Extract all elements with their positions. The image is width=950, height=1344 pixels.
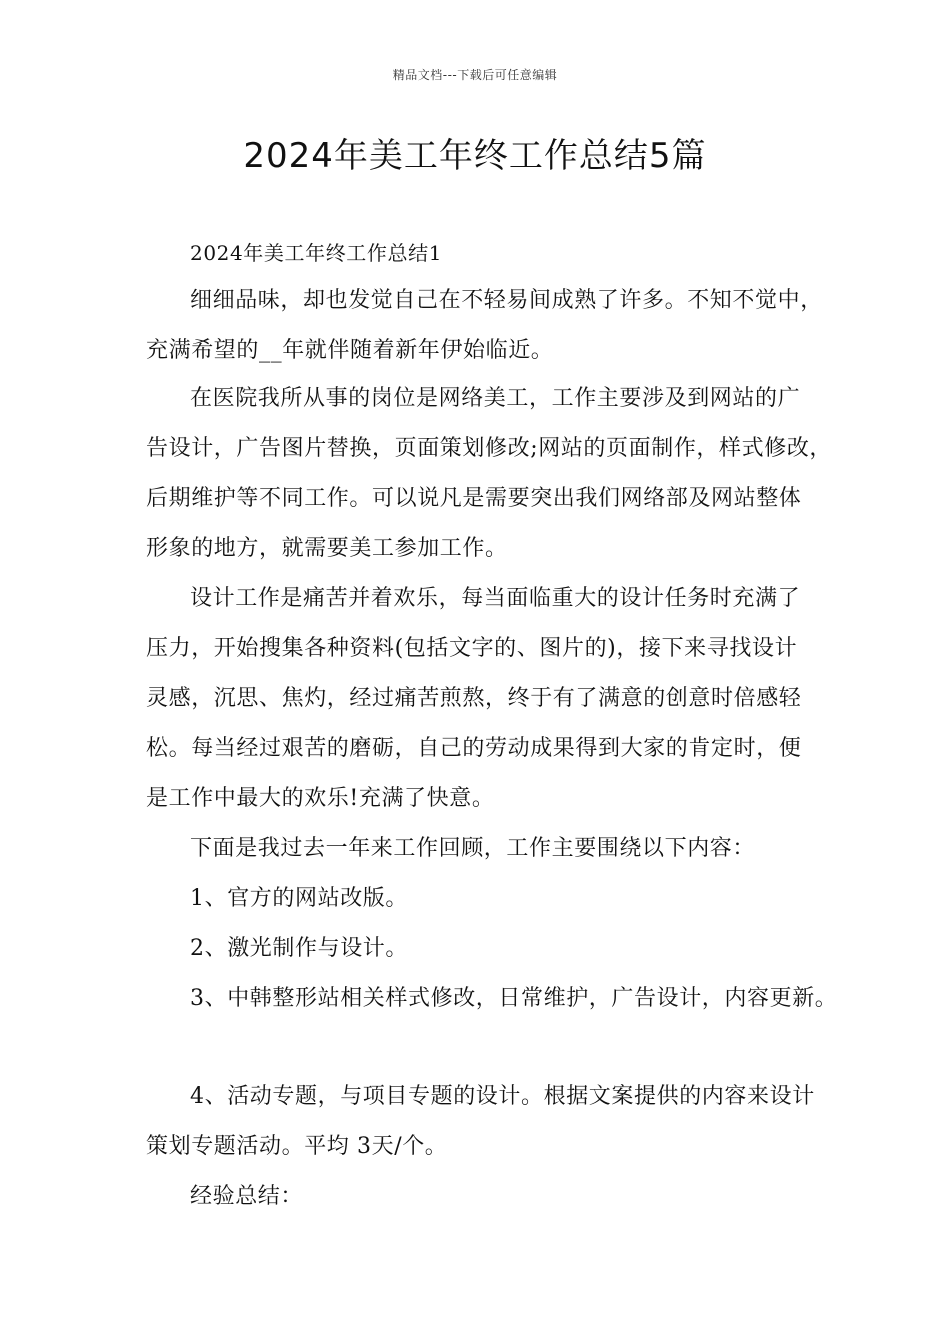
paragraph-line: 细细品味，却也发觉自己在不轻易间成熟了许多。不知不觉中， <box>190 288 823 313</box>
paragraph-line: 在医院我所从事的岗位是网络美工，工作主要涉及到网站的广 <box>190 386 801 411</box>
paragraph-line: 是工作中最大的欢乐!充满了快意。 <box>146 786 495 811</box>
paragraph-line: 松。每当经过艰苦的磨砺，自己的劳动成果得到大家的肯定时，便 <box>146 736 802 761</box>
paragraph-line: 形象的地方，就需要美工参加工作。 <box>146 536 508 561</box>
list-item: 2、激光制作与设计。 <box>190 936 408 961</box>
page-title: 2024年美工年终工作总结5篇 <box>243 136 707 176</box>
paragraph-line: 压力，开始搜集各种资料(包括文字的、图片的)，接下来寻找设计 <box>146 636 798 661</box>
header-note: 精品文档---下载后可任意编辑 <box>392 68 558 82</box>
paragraph-line: 告设计，广告图片替换，页面策划修改;网站的页面制作，样式修改， <box>146 436 833 461</box>
section-heading: 2024年美工年终工作总结1 <box>190 241 443 265</box>
paragraph-line: 充满希望的__年就伴随着新年伊始临近。 <box>146 338 554 363</box>
paragraph-line: 下面是我过去一年来工作回顾，工作主要围绕以下内容： <box>190 836 756 861</box>
paragraph-line: 设计工作是痛苦并着欢乐，每当面临重大的设计任务时充满了 <box>190 586 801 611</box>
list-item: 4、活动专题，与项目专题的设计。根据文案提供的内容来设计 <box>190 1084 815 1109</box>
subheading: 经验总结： <box>190 1184 304 1209</box>
list-item: 3、中韩整形站相关样式修改，日常维护，广告设计，内容更新。 <box>190 986 838 1011</box>
paragraph-line: 策划专题活动。平均 3天/个。 <box>146 1134 448 1159</box>
paragraph-line: 后期维护等不同工作。可以说凡是需要突出我们网络部及网站整体 <box>146 486 802 511</box>
paragraph-line: 灵感，沉思、焦灼，经过痛苦煎熬，终于有了满意的创意时倍感轻 <box>146 686 802 711</box>
list-item: 1、官方的网站改版。 <box>190 886 408 911</box>
